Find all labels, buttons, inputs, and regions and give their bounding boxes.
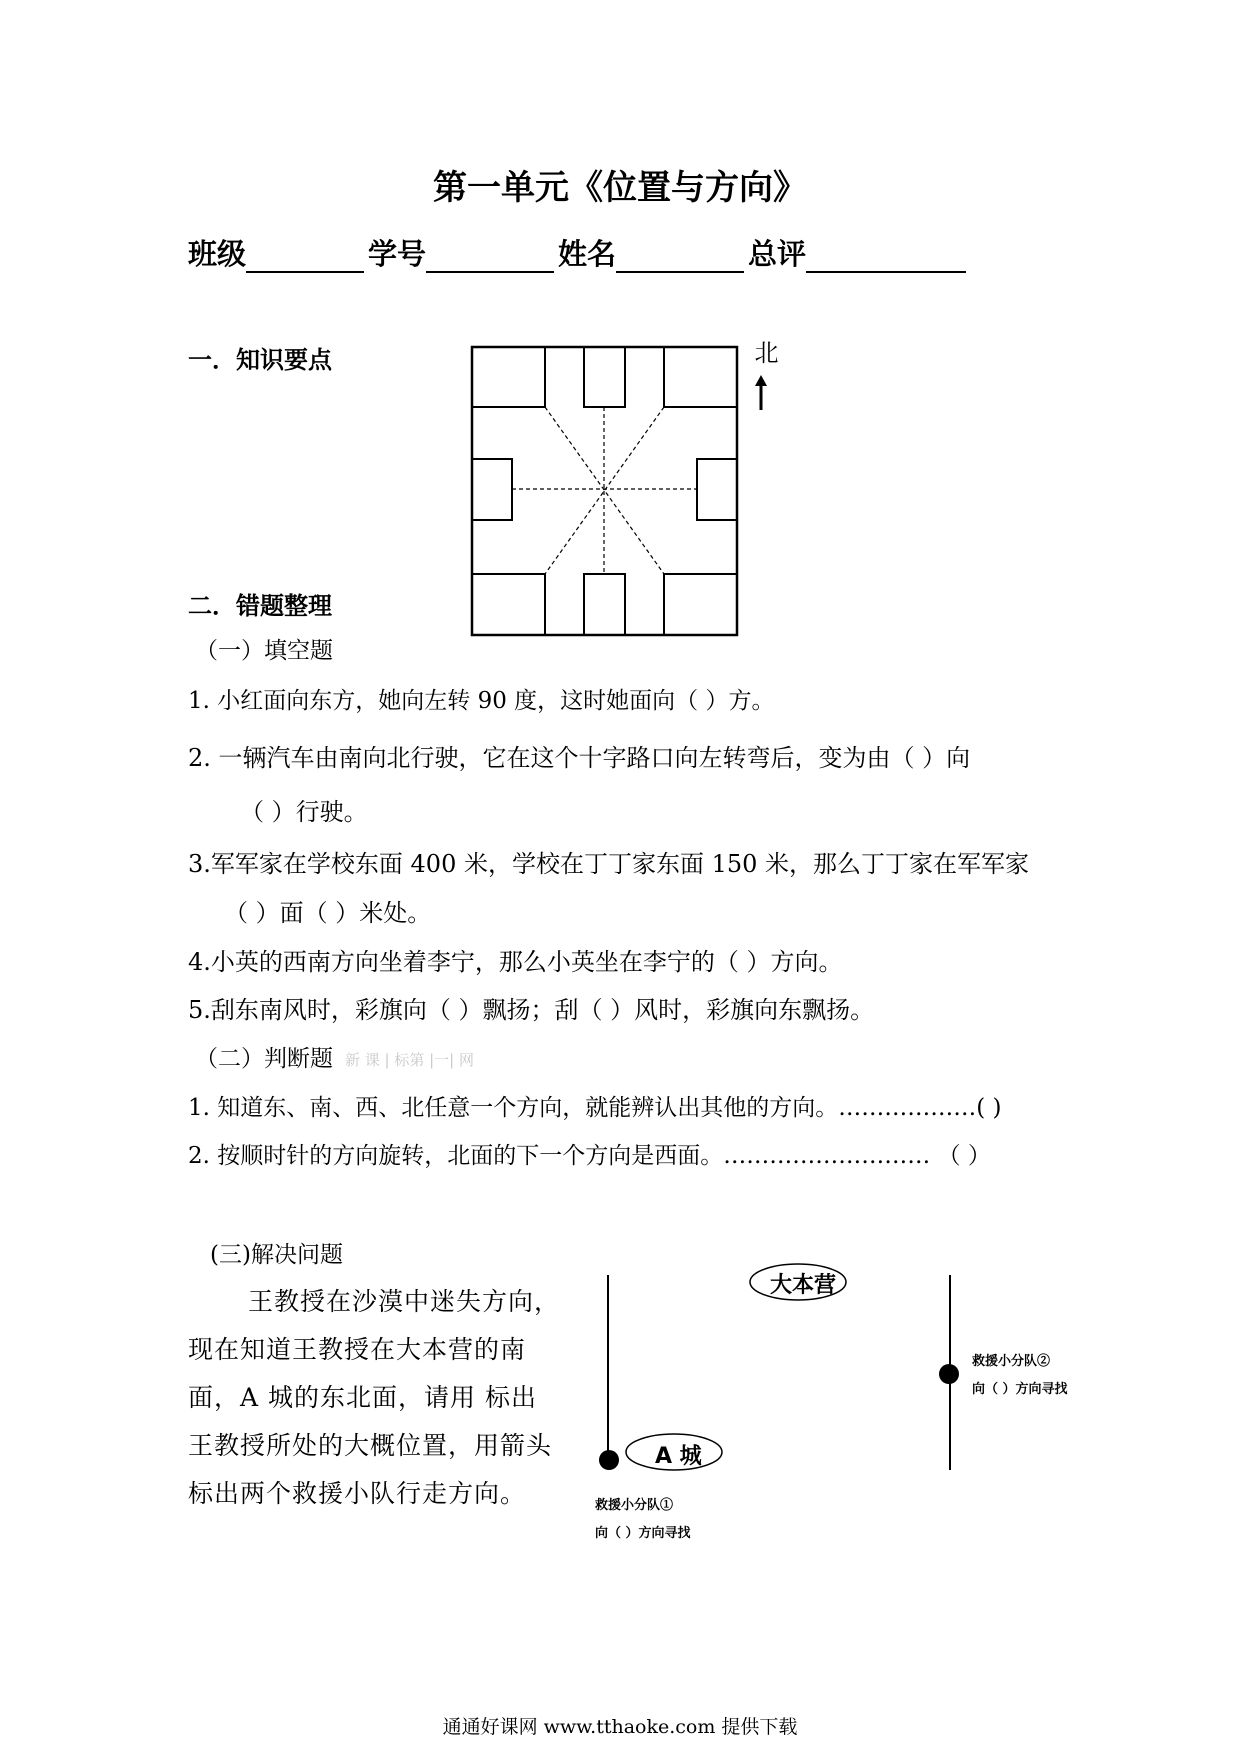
fill-question-2-line1: 2. 一辆汽车由南向北行驶，它在这个十字路口向左转弯后，变为由（ ）向 (188, 744, 971, 772)
block-top-left (472, 347, 545, 407)
direction-dashed-lines (512, 407, 697, 574)
north-label: 北 (750, 340, 778, 364)
class-blank[interactable] (246, 241, 364, 273)
block-top-right (664, 347, 737, 407)
section-errors-heading: 二．错题整理 (188, 591, 332, 620)
north-arrow-icon (753, 375, 769, 411)
judge-heading: （二）判断题 (195, 1046, 333, 1072)
solve-line-1: 王教授在沙漠中迷失方向， (248, 1287, 561, 1316)
block-bottom-left (472, 574, 545, 635)
block-bottom-center (584, 574, 625, 635)
intersection-diagram (470, 345, 740, 639)
team1-dot (599, 1450, 619, 1470)
fill-question-3-line2: （ ）面（ ）米处。 (224, 899, 432, 927)
team2-dot (939, 1364, 959, 1384)
block-right-center (697, 459, 737, 520)
team1-label: 救援小分队① (595, 1498, 674, 1513)
fill-question-5: 5.刮东南风时，彩旗向（ ）飘扬；刮（ ）风时，彩旗向东飘扬。 (188, 996, 875, 1024)
fill-question-4: 4.小英的西南方向坐着李宁，那么小英坐在李宁的（ ）方向。 (188, 948, 843, 976)
team2-label: 救援小分队② (972, 1354, 1051, 1369)
camp-label: 大本营 (770, 1273, 837, 1298)
section-knowledge-heading: 一．知识要点 (188, 345, 332, 374)
judge-question-1: 1. 知道东、南、西、北任意一个方向，就能辨认出其他的方向。………………( ) (188, 1095, 1002, 1121)
judge-question-2: 2. 按顺时针的方向旋转，北面的下一个方向是西面。……………………… （ ） (188, 1143, 991, 1169)
score-blank[interactable] (806, 241, 966, 273)
class-label: 班级 (188, 237, 247, 271)
block-bottom-right (664, 574, 737, 635)
fill-blank-heading: （一）填空题 (195, 638, 333, 664)
fill-question-3-line1: 3.军军家在学校东面 400 米，学校在丁丁家东面 150 米，那么丁丁家在军军家 (188, 850, 1030, 878)
team1-direction: 向（ ）方向寻找 (595, 1526, 691, 1541)
city-label: A 城 (655, 1444, 702, 1469)
footer-text: 通通好课网 www.tthaoke.com 提供下载 (442, 1716, 798, 1738)
watermark-text: 新 课 | 标第 |一| 网 (345, 1051, 475, 1069)
fill-question-1: 1. 小红面向东方，她向左转 90 度，这时她面向（ ）方。 (188, 688, 775, 714)
solve-line-5: 标出两个救援小队行走方向。 (188, 1479, 527, 1508)
name-blank[interactable] (616, 241, 744, 273)
name-label: 姓名 (558, 237, 617, 271)
block-top-center (584, 347, 625, 407)
block-left-center (472, 459, 512, 520)
solve-line-2: 现在知道王教授在大本营的南 (188, 1335, 527, 1364)
team2-direction: 向（ ）方向寻找 (972, 1382, 1068, 1397)
solve-line-3: 面，A 城的东北面，请用 标出 (188, 1383, 537, 1412)
solve-heading: (三)解决问题 (210, 1242, 343, 1268)
solve-line-4: 王教授所处的大概位置，用箭头 (188, 1431, 553, 1460)
student-info-line (188, 232, 970, 273)
number-label: 学号 (368, 237, 427, 271)
fill-question-2-line2: （ ）行驶。 (240, 798, 368, 826)
page-title: 第一单元《位置与方向》 (433, 168, 807, 208)
solve-problem-text (188, 1278, 561, 1518)
score-label: 总评 (748, 237, 807, 271)
number-blank[interactable] (426, 241, 554, 273)
